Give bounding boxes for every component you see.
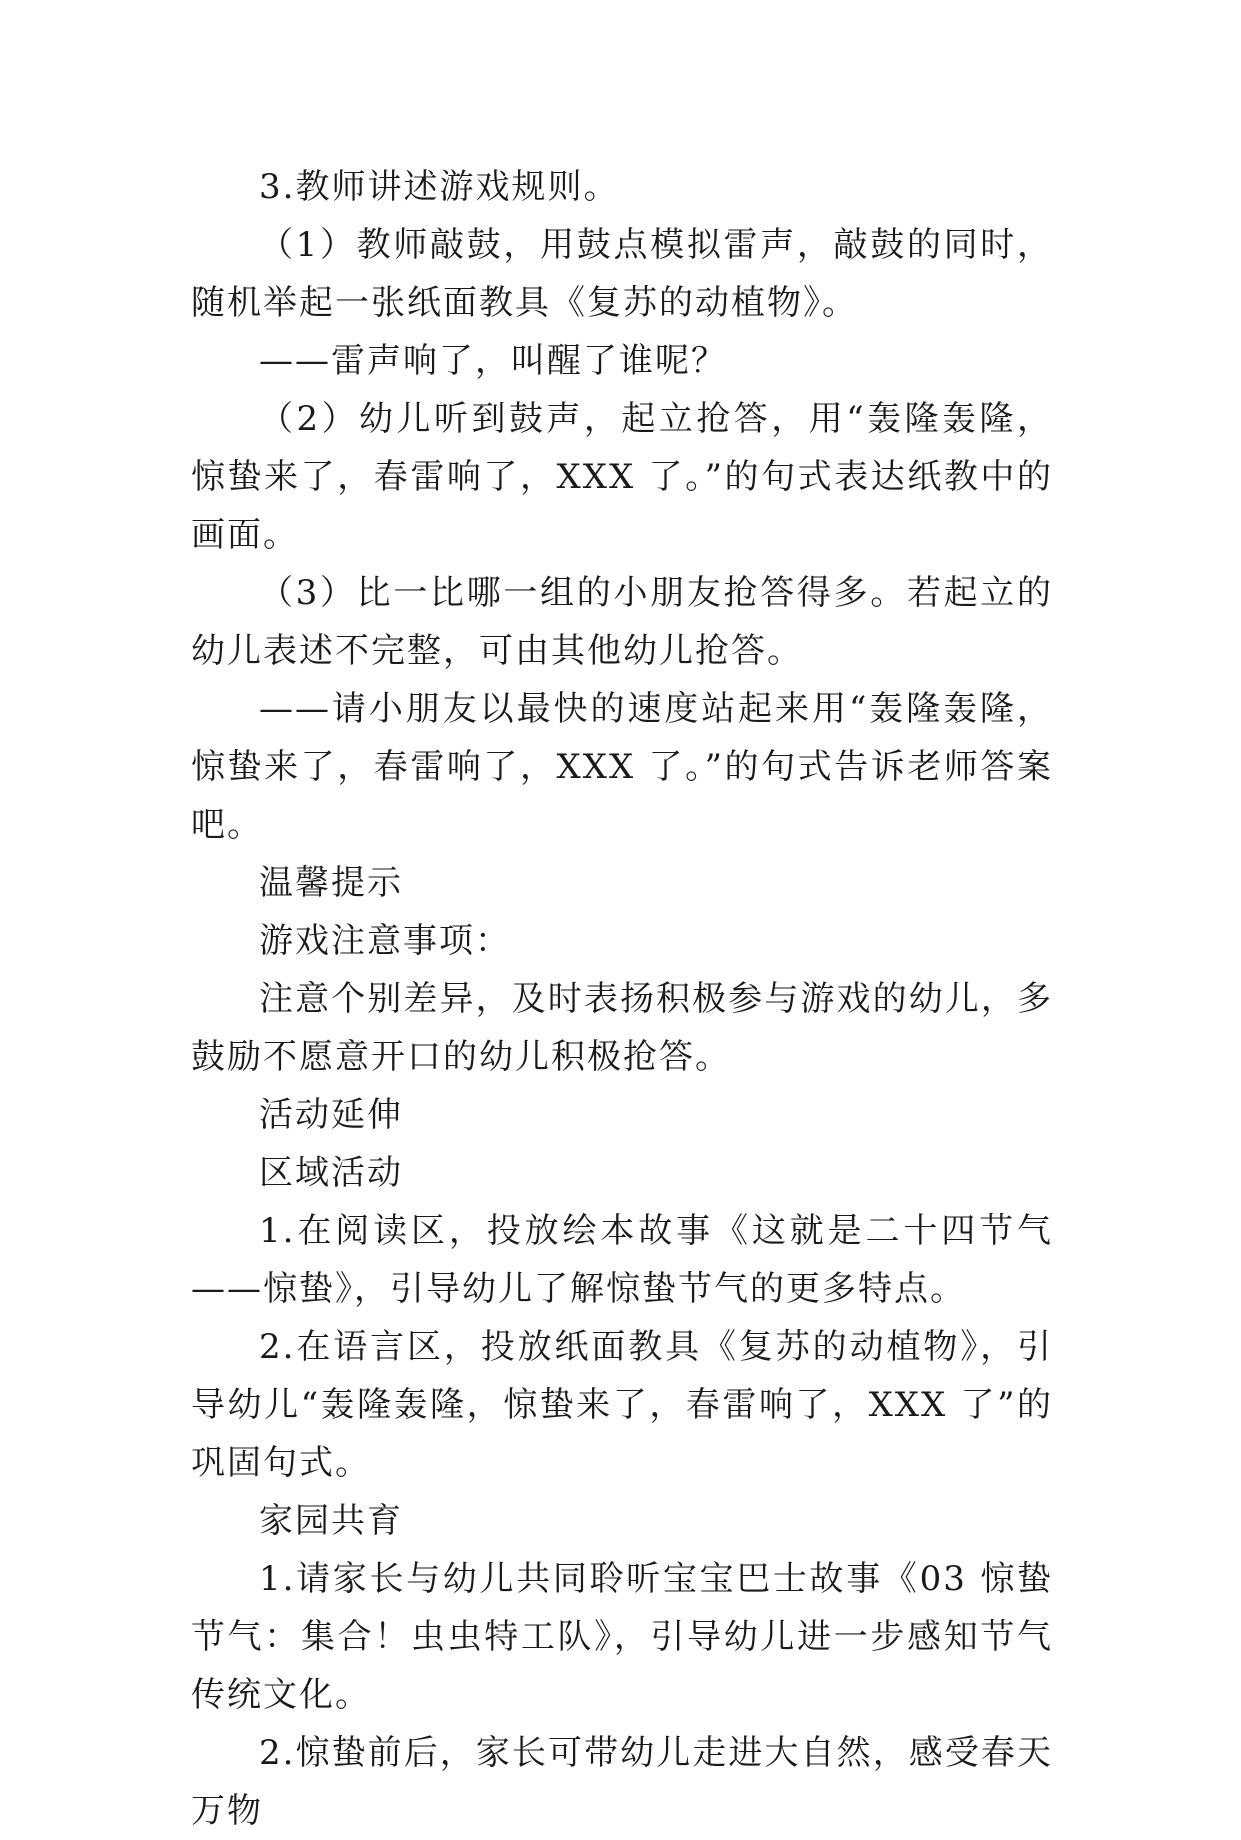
paragraph-rule-3: （3）比一比哪一组的小朋友抢答得多。若起立的幼儿表述不完整，可由其他幼儿抢答。 <box>191 573 1053 671</box>
paragraph-rule-2: （2）幼儿听到鼓声，起立抢答，用“轰隆轰隆，惊蛰来了，春雷响了，XXX 了。”的句式表达纸教中的画面。 <box>191 399 1053 555</box>
paragraph-home-1: 1.请家长与幼儿共同聆听宝宝巴士故事《03 惊蛰节气：集合！虫虫特工队》，引导幼儿进一步感知节气传统文化。 <box>191 1559 1053 1715</box>
heading-home-school: 家园共育 <box>259 1501 403 1541</box>
subheading-game-notes: 游戏注意事项： <box>259 921 511 961</box>
paragraph-rule-1: （1）教师敲鼓，用鼓点模拟雷声，敲鼓的同时，随机举起一张纸面教具《复苏的动植物》。 <box>191 225 1053 323</box>
paragraph-rule-1-prompt: ——雷声响了，叫醒了谁呢？ <box>259 341 727 381</box>
document-body <box>191 158 1053 1840</box>
subheading-area-activity: 区域活动 <box>259 1153 403 1193</box>
heading-activity-extension: 活动延伸 <box>259 1095 403 1135</box>
paragraph-home-2: 2.惊蛰前后，家长可带幼儿走进大自然，感受春天万物 <box>191 1733 1053 1831</box>
paragraph-area-2: 2.在语言区，投放纸面教具《复苏的动植物》，引导幼儿“轰隆轰隆，惊蛰来了，春雷响了，XXX 了”的巩固句式。 <box>191 1327 1053 1483</box>
paragraph-area-1: 1.在阅读区，投放绘本故事《这就是二十四节气——惊蛰》，引导幼儿了解惊蛰节气的更多特点。 <box>191 1211 1053 1309</box>
paragraph-game-rules: 3.教师讲述游戏规则。 <box>259 167 620 207</box>
heading-tips: 温馨提示 <box>259 863 403 903</box>
paragraph-notes: 注意个别差异，及时表扬积极参与游戏的幼儿，多鼓励不愿意开口的幼儿积极抢答。 <box>191 979 1053 1077</box>
paragraph-rule-3-prompt: ——请小朋友以最快的速度站起来用“轰隆轰隆，惊蛰来了，春雷响了，XXX 了。”的句式告诉老师答案吧。 <box>191 689 1053 845</box>
